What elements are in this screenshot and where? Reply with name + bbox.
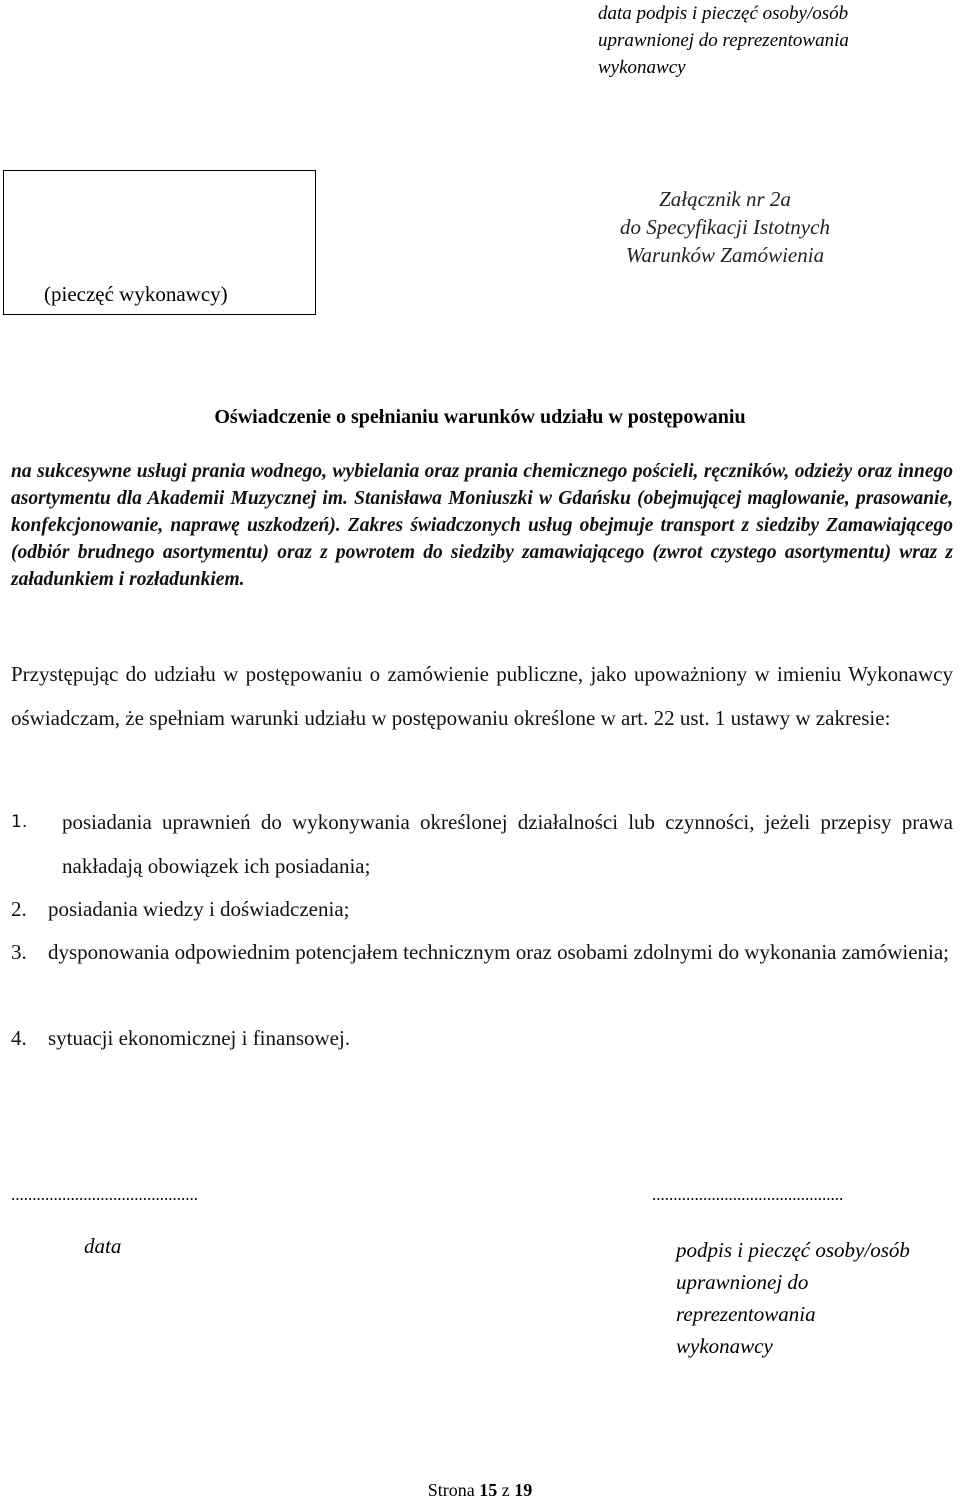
- annex-header: [560, 185, 890, 269]
- signature-line-2: uprawnionej do: [676, 1270, 809, 1294]
- list-item-number: 2.: [11, 897, 27, 921]
- list-item-text: posiadania uprawnień do wykonywania określonej działalności lub czynności, jeżeli przepisy prawa nakładają obowiązek ich posiadania;: [62, 810, 953, 878]
- list-item-text: posiadania wiedzy i doświadczenia;: [48, 897, 350, 921]
- top-signature-line-1: data podpis i pieczęć osoby/osób: [598, 3, 849, 24]
- subject-scope: Zakres świadczonych usług obejmuje transport z siedziby Zamawiającego (odbiór brudnego asortymentu) oraz z powrotem do siedziby zamawiającego (zwrot czystego asortymentu) wraz z załadunkiem i rozładunkiem.: [11, 515, 953, 590]
- footer-total-pages: 19: [514, 1480, 533, 1500]
- subject-main: na sukcesywne usługi prania wodnego, wybielania oraz prania chemicznego pościeli, ręczników, odzieży oraz innego asortymentu dla Akademii Muzycznej im. Stanisława Moniuszki w Gdańsku (obejmującej maglowanie, prasowanie, konfekcjonowanie, naprawę uszkodzeń).: [11, 461, 953, 536]
- annex-line-2: do Specyfikacji Istotnych: [620, 215, 830, 239]
- procurement-subject: [11, 458, 953, 593]
- annex-line-1: Załącznik nr 2a: [659, 187, 791, 211]
- list-item-number: 1.: [11, 812, 28, 832]
- top-signature-line-2: uprawnionej do reprezentowania: [598, 30, 849, 51]
- signature-line-3: reprezentowania: [676, 1302, 816, 1326]
- contractor-stamp-label: (pieczęć wykonawcy): [44, 282, 228, 306]
- signature-line-4: wykonawcy: [676, 1334, 773, 1358]
- footer-of: z: [501, 1480, 510, 1500]
- list-item-number: 3.: [11, 940, 27, 964]
- annex-line-3: Warunków Zamówienia: [625, 243, 825, 267]
- date-label: data: [84, 1234, 122, 1258]
- footer-page-number: 15: [479, 1480, 498, 1500]
- signature-caption: [676, 1234, 960, 1362]
- list-item-text: sytuacji ekonomicznej i finansowej.: [48, 1026, 351, 1050]
- date-dotted-line: ............................................: [11, 1185, 198, 1204]
- page-footer: [0, 1480, 960, 1501]
- signature-dotted-line: .............................................: [652, 1185, 844, 1204]
- document-title: Oświadczenie o spełnianiu warunków udziału w postępowaniu: [214, 406, 746, 428]
- top-signature-line-3: wykonawcy: [598, 57, 686, 78]
- list-item-text: dysponowania odpowiednim potencjałem technicznym oraz osobami zdolnymi do wykonania zamówienia;: [48, 940, 950, 964]
- top-signature-caption: [598, 0, 938, 81]
- list-item-number: 4.: [11, 1026, 27, 1050]
- footer-prefix: Strona: [427, 1480, 475, 1500]
- signature-line-1: podpis i pieczęć osoby/osób: [676, 1238, 910, 1262]
- declaration-intro: Przystępując do udziału w postępowaniu o zamówienie publiczne, jako upoważniony w imieniu Wykonawcy oświadczam, że spełniam warunki udziału w postępowaniu określone w art. 22 ust. 1 ustawy w zakresie:: [11, 662, 953, 730]
